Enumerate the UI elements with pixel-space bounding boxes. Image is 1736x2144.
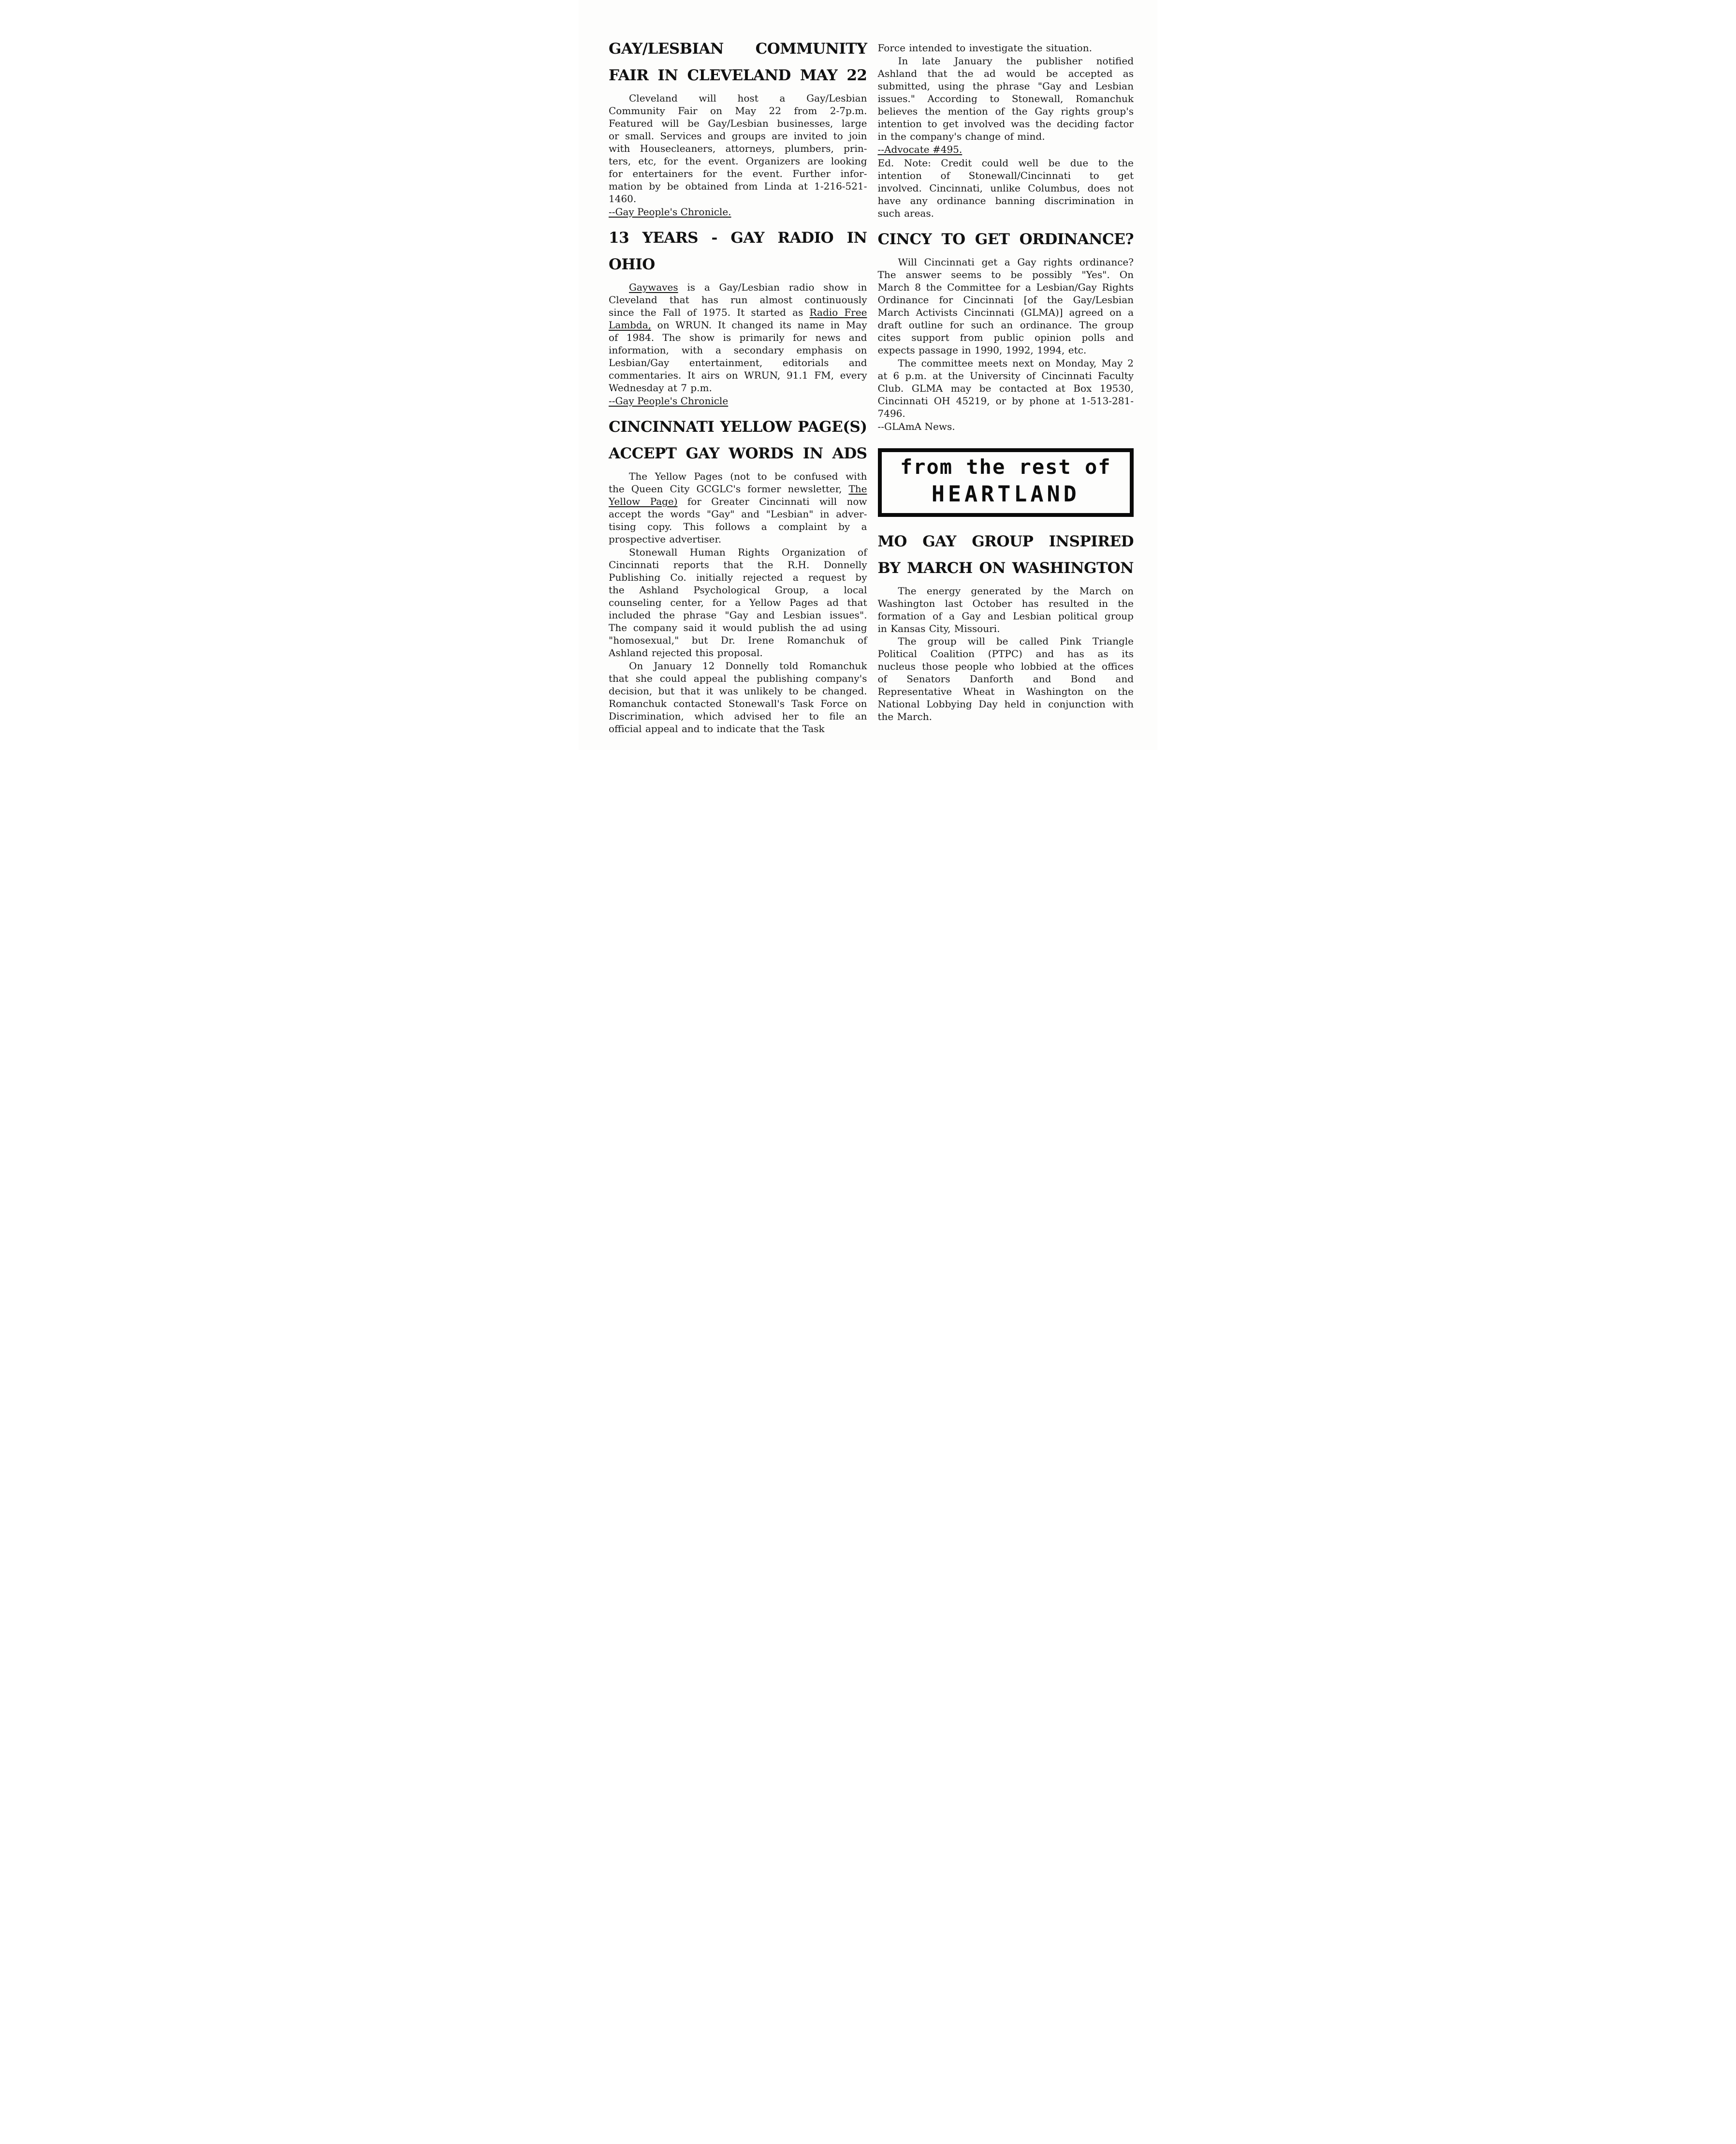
underlined-text: Lambda, <box>609 319 652 331</box>
text-line: Will Cincinnati get a Gay rights ordinance? <box>898 256 1134 268</box>
text-line: of 1984. The show is primarily for news and <box>609 332 867 343</box>
headline-line: BY MARCH ON WASHINGTON <box>877 559 1134 577</box>
text-line: the March. <box>877 711 933 722</box>
two-column-layout <box>609 36 1134 735</box>
article-headline <box>878 529 1134 582</box>
text-line: Force intended to investigate the situation. <box>877 42 1092 54</box>
text-line: National Lobbying Day held in conjunction with <box>877 698 1134 710</box>
text-line: ters, etc, for the event. Organizers are looking <box>609 155 867 167</box>
headline-line: 13 YEARS - GAY RADIO IN OHIO <box>609 229 867 273</box>
text-line: Romanchuk contacted Stonewall's Task Force on <box>609 698 867 709</box>
text-line: Publishing Co. initially rejected a request by <box>609 572 867 583</box>
text-line: cites support from public opinion polls and <box>877 332 1134 343</box>
text-line: intention to get involved was the deciding factor <box>877 118 1134 130</box>
left-column <box>609 36 867 735</box>
text-line: The Yellow Pages (not to be confused with <box>629 470 867 482</box>
text-line: tising copy. This follows a complaint by a <box>609 521 867 532</box>
text-line: Ashland that the ad would be accepted as <box>877 68 1134 79</box>
underlined-text: --Gay People's Chronicle <box>609 395 729 407</box>
text-line: Yellow Page) for Greater Cincinnati will now <box>609 496 867 507</box>
headline-line: ACCEPT GAY WORDS IN ADS <box>609 445 867 462</box>
article-headline <box>609 414 867 467</box>
text-line: the Ashland Psychological Group, a local <box>609 584 867 596</box>
text-line: accept the words "Gay" and "Lesbian" in adver- <box>609 508 867 520</box>
text-line: mation by be obtained from Linda at 1-216-521- <box>609 180 867 192</box>
paragraph <box>878 357 1134 420</box>
text-line: at 6 p.m. at the University of Cincinnati Faculty <box>877 370 1134 382</box>
underlined-text: Radio Free <box>809 307 867 318</box>
text-line: believes the mention of the Gay rights group's <box>877 105 1134 117</box>
article-headline <box>609 36 867 89</box>
text-line: official appeal and to indicate that the Task <box>609 723 825 734</box>
text-line: issues." According to Stonewall, Romanchuk <box>877 93 1134 104</box>
headline-line: FAIR IN CLEVELAND MAY 22 <box>609 67 867 84</box>
source-attribution <box>609 206 867 218</box>
text-line: Cleveland will host a Gay/Lesbian <box>629 92 867 104</box>
underlined-text: --Gay People's Chronicle. <box>609 206 731 218</box>
source-attribution <box>878 143 1134 156</box>
text-line: decision, but that it was unlikely to be changed. <box>609 685 867 697</box>
text-line: Club. GLMA may be contacted at Box 19530, <box>877 382 1134 394</box>
text-line: Discrimination, which advised her to file an <box>609 710 867 722</box>
paragraph <box>609 546 867 659</box>
text-line: On January 12 Donnelly told Romanchuk <box>629 660 867 672</box>
text-line: submitted, using the phrase "Gay and Lesbian <box>877 80 1134 92</box>
text-line: such areas. <box>877 207 934 219</box>
text-line: nucleus those people who lobbied at the offices <box>877 661 1134 672</box>
paragraph <box>609 92 867 205</box>
text-line: in Kansas City, Missouri. <box>877 623 1000 634</box>
text-line: Cincinnati OH 45219, or by phone at 1-513-281- <box>877 395 1134 407</box>
text-line: have any ordinance banning discrimination in <box>877 195 1134 206</box>
text-line: for entertainers for the event. Further infor- <box>609 168 867 179</box>
text-line: Wednesday at 7 p.m. <box>609 382 712 394</box>
text-line: information, with a secondary emphasis on <box>609 344 867 356</box>
paragraph <box>609 281 867 394</box>
text-line: involved. Cincinnati, unlike Columbus, does not <box>877 182 1134 194</box>
article-headline <box>609 225 867 278</box>
text-line: Lambda, on WRUN. It changed its name in May <box>609 319 867 331</box>
text-line: Stonewall Human Rights Organization of <box>629 546 867 558</box>
text-line: formation of a Gay and Lesbian political group <box>877 610 1134 622</box>
underlined-text: --Advocate #495. <box>877 144 963 155</box>
text-line: Ashland rejected this proposal. <box>609 647 763 659</box>
source-attribution <box>609 395 867 407</box>
text-line: prospective advertiser. <box>609 533 722 545</box>
text-line: or small. Services and groups are invited to join <box>609 130 867 142</box>
text-line: commentaries. It airs on WRUN, 91.1 FM, every <box>609 369 867 381</box>
text-line: Ordinance for Cincinnati [of the Gay/Lesbian <box>877 294 1134 306</box>
paragraph <box>609 660 867 735</box>
heartland-section-banner <box>878 448 1134 517</box>
text-line: "homosexual," but Dr. Irene Romanchuk of <box>609 634 867 646</box>
text-line: with Housecleaners, attorneys, plumbers, prin- <box>609 143 867 154</box>
paragraph <box>878 585 1134 723</box>
text-line: that she could appeal the publishing company's <box>609 673 867 684</box>
underlined-text: The <box>848 483 867 495</box>
text-line: 7496. <box>877 408 905 419</box>
text-line: Political Coalition (PTPC) and has as its <box>877 648 1134 660</box>
underlined-text: Yellow Page) <box>609 496 678 507</box>
paragraph <box>878 42 1134 54</box>
text-line: expects passage in 1990, 1992, 1994, etc. <box>877 344 1087 356</box>
paragraph <box>878 55 1134 143</box>
headline-line: MO GAY GROUP INSPIRED <box>877 533 1134 550</box>
text-line: March Activists Cincinnati (GLMA)] agreed on a <box>877 307 1134 318</box>
newsletter-page <box>579 0 1157 750</box>
article-headline <box>878 226 1134 253</box>
text-line: The energy generated by the March on <box>898 585 1134 597</box>
right-column <box>878 36 1134 735</box>
paragraph <box>878 256 1134 356</box>
text-line: In late January the publisher notified <box>898 55 1134 67</box>
text-line: in the company's change of mind. <box>877 131 1045 142</box>
text-line: Lesbian/Gay entertainment, editorials and <box>609 357 867 368</box>
text-line: Ed. Note: Credit could well be due to the <box>877 157 1134 169</box>
text-line: The answer seems to be possibly "Yes". On <box>877 269 1134 280</box>
text-line: The group will be called Pink Triangle <box>898 635 1134 647</box>
text-line: Washington last October has resulted in the <box>877 598 1134 609</box>
text-line: intention of Stonewall/Cincinnati to get <box>877 170 1134 181</box>
text-line: draft outline for such an ordinance. The group <box>877 319 1134 331</box>
text-line: Featured will be Gay/Lesbian businesses, large <box>609 117 867 129</box>
text-line: Cleveland that has run almost continuously <box>609 294 867 306</box>
text-line: 1460. <box>609 193 637 205</box>
text-line: The company said it would publish the ad using <box>609 622 867 633</box>
text-line: March 8 the Committee for a Lesbian/Gay Rights <box>877 281 1134 293</box>
source-attribution: --GLAmA News. <box>877 421 955 432</box>
text-line: since the Fall of 1975. It started as Radio Free <box>609 307 867 318</box>
banner-line: from the rest of <box>900 455 1111 479</box>
text-line: the Queen City GCGLC's former newsletter, The <box>609 483 867 495</box>
headline-line: CINCINNATI YELLOW PAGE(S) <box>609 418 867 436</box>
paragraph <box>878 157 1134 220</box>
paragraph <box>609 470 867 545</box>
text-line: The committee meets next on Monday, May 2 <box>898 357 1134 369</box>
text-line: Gaywaves is a Gay/Lesbian radio show in <box>629 281 867 293</box>
headline-line: CINCY TO GET ORDINANCE? <box>877 231 1134 248</box>
banner-line: HEARTLAND <box>931 481 1080 507</box>
text-line: included the phrase "Gay and Lesbian issues". <box>609 609 867 621</box>
underlined-text: Gaywaves <box>629 281 678 293</box>
text-line: Community Fair on May 22 from 2-7p.m. <box>609 105 867 117</box>
text-line: Cincinnati reports that the R.H. Donnelly <box>609 559 867 571</box>
text-line: Representative Wheat in Washington on the <box>877 686 1134 697</box>
headline-line: GAY/LESBIAN COMMUNITY <box>609 40 867 58</box>
text-line: of Senators Danforth and Bond and <box>877 673 1134 685</box>
text-line: counseling center, for a Yellow Pages ad that <box>609 597 867 608</box>
